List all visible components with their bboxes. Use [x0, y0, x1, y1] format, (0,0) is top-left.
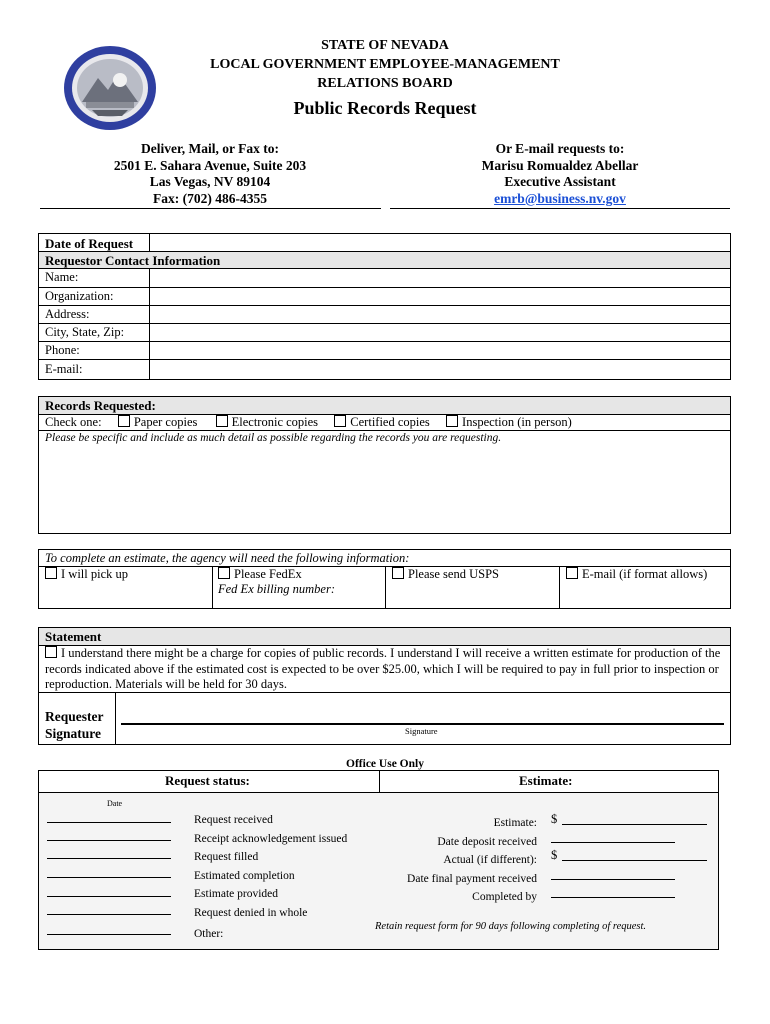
option-email[interactable]: E-mail (if format allows): [566, 567, 707, 582]
estimate-list: [339, 814, 537, 907]
office-header-divider: [379, 771, 380, 792]
final-payment-date-line[interactable]: [551, 879, 675, 880]
fedex-billing-label: Fed Ex billing number:: [218, 582, 335, 596]
contact-row-organization[interactable]: [39, 287, 730, 305]
status-estimate-provided: Estimate provided: [194, 888, 278, 900]
checkbox-icon[interactable]: [334, 415, 346, 427]
contact-row-phone[interactable]: [39, 341, 730, 359]
phone-label: Phone:: [45, 343, 80, 357]
records-divider: [39, 430, 730, 431]
name-label: Name:: [45, 270, 79, 284]
statement-header: [39, 628, 730, 646]
signature-label: Requester Signature: [45, 709, 104, 741]
date-line-denied[interactable]: [47, 914, 171, 915]
header-board-line2: RELATIONS BOARD: [317, 76, 453, 91]
city-state-zip-label: City, State, Zip:: [45, 325, 125, 339]
statement-table: [38, 627, 731, 693]
checkbox-icon[interactable]: [392, 567, 404, 579]
actual-label: Actual (if different):: [443, 854, 537, 866]
contact-row-address[interactable]: [39, 305, 730, 323]
date-of-request-field[interactable]: [150, 234, 730, 251]
option-usps[interactable]: Please send USPS: [392, 567, 499, 582]
statement-heading: Statement: [45, 629, 102, 644]
delivery-heading: Deliver, Mail, or Fax to:: [141, 141, 279, 156]
retain-note: Retain request form for 90 days following completing of request.: [375, 921, 647, 932]
contact-row-name[interactable]: [39, 269, 730, 287]
status-acknowledgement: Receipt acknowledgement issued: [194, 832, 348, 845]
office-use-heading: Office Use Only: [346, 758, 424, 770]
office-header-row: [39, 771, 718, 793]
records-instruction: Please be specific and include as much detail as possible regarding the records you are requesting.: [45, 432, 502, 444]
deposit-received-label: Date deposit received: [437, 835, 537, 848]
statement-body: [45, 646, 724, 693]
signature-line[interactable]: [121, 723, 724, 725]
status-denied: Request denied in whole: [194, 906, 308, 919]
col-divider: [559, 566, 560, 608]
status-other: Other:: [194, 928, 224, 940]
statement-checkbox-icon[interactable]: [45, 646, 57, 658]
check-one-label: Check one:: [45, 415, 102, 429]
page-title: Public Records Request: [293, 98, 477, 118]
contact-row-city[interactable]: [39, 323, 730, 341]
contact-section-header: [39, 251, 730, 269]
office-use-table: [38, 770, 719, 950]
request-status-heading: Request status:: [165, 773, 250, 788]
option-electronic-copies[interactable]: Electronic copies: [216, 415, 318, 429]
email-block: [410, 141, 710, 207]
estimate-info-heading: To complete an estimate, the agency will need the following information:: [45, 551, 410, 565]
status-request-filled: Request filled: [194, 851, 259, 863]
deposit-date-line[interactable]: [551, 842, 675, 843]
completed-by-label: Completed by: [472, 891, 537, 903]
header-state: STATE OF NEVADA: [321, 38, 449, 53]
estimate-info-table: [38, 549, 731, 609]
checkbox-icon[interactable]: [118, 415, 130, 427]
option-paper-copies[interactable]: Paper copies: [118, 415, 198, 429]
email-contact-name: Marisu Romualdez Abellar: [481, 157, 639, 173]
delivery-fax: Fax: (702) 486-4355: [153, 190, 267, 206]
signature-divider: [115, 693, 116, 744]
col-divider: [385, 566, 386, 608]
status-estimated-completion: Estimated completion: [194, 869, 295, 882]
date-line-filled[interactable]: [47, 858, 171, 859]
email-link[interactable]: emrb@business.nv.gov: [494, 190, 626, 206]
estimate-amount-line[interactable]: [562, 824, 707, 825]
date-line-estimate-provided[interactable]: [47, 896, 171, 897]
checkbox-icon[interactable]: [218, 567, 230, 579]
records-check-row: [45, 415, 572, 430]
checkbox-icon[interactable]: [45, 567, 57, 579]
divider-right: [390, 208, 730, 209]
email-contact-role: Executive Assistant: [504, 174, 616, 189]
date-line-received[interactable]: [47, 822, 171, 823]
completed-by-line[interactable]: [551, 897, 675, 898]
estimate-heading: Estimate:: [519, 773, 573, 788]
status-list: [194, 811, 347, 944]
status-request-received: Request received: [194, 814, 273, 826]
final-payment-label: Date final payment received: [407, 872, 537, 885]
email-heading: Or E-mail requests to:: [495, 141, 625, 156]
col-divider: [212, 566, 213, 608]
checkbox-icon[interactable]: [216, 415, 228, 427]
currency-symbol: $: [551, 848, 558, 862]
date-line-other[interactable]: [47, 934, 171, 935]
signature-table: [38, 693, 731, 745]
delivery-street: 2501 E. Sahara Avenue, Suite 203: [113, 157, 307, 173]
currency-symbol: $: [551, 812, 558, 826]
option-certified-copies[interactable]: Certified copies: [334, 415, 430, 429]
date-line-estimated-completion[interactable]: [47, 877, 171, 878]
statement-text: I understand there might be a charge for copies of public records. I understand I will receive a written estimate for production of the records indicated above if the estimated cost is expected to be over $25.00, which I will be required to pay in full prior to inspection or reproduction. Materials will be held for 30 days.: [45, 646, 721, 691]
divider-left: [40, 208, 381, 209]
contact-table: [38, 233, 731, 380]
contact-section-title: Requestor Contact Information: [45, 253, 221, 268]
records-description-field[interactable]: [39, 449, 730, 533]
records-header: [39, 397, 730, 415]
address-label: Address:: [45, 307, 90, 321]
date-line-acknowledgement[interactable]: [47, 840, 171, 841]
records-heading: Records Requested:: [45, 398, 156, 413]
header-board-line1: LOCAL GOVERNMENT EMPLOYEE-MANAGEMENT: [210, 57, 560, 72]
estimate-label: Estimate:: [493, 817, 537, 829]
actual-amount-line[interactable]: [562, 860, 707, 861]
delivery-city: Las Vegas, NV 89104: [149, 174, 271, 189]
email-label: E-mail:: [45, 362, 83, 376]
date-caption: Date: [107, 799, 123, 808]
date-of-request-label: Date of Request: [45, 236, 134, 251]
option-inspection[interactable]: Inspection (in person): [446, 415, 572, 429]
checkbox-icon[interactable]: [566, 567, 578, 579]
contact-row-email[interactable]: [39, 359, 730, 380]
delivery-block: [60, 141, 360, 207]
option-pick-up[interactable]: I will pick up: [45, 567, 128, 582]
option-fedex[interactable]: Please FedEx: [218, 567, 302, 582]
signature-caption: Signature: [405, 726, 438, 736]
records-table: [38, 396, 731, 534]
organization-label: Organization:: [45, 289, 114, 303]
checkbox-icon[interactable]: [446, 415, 458, 427]
